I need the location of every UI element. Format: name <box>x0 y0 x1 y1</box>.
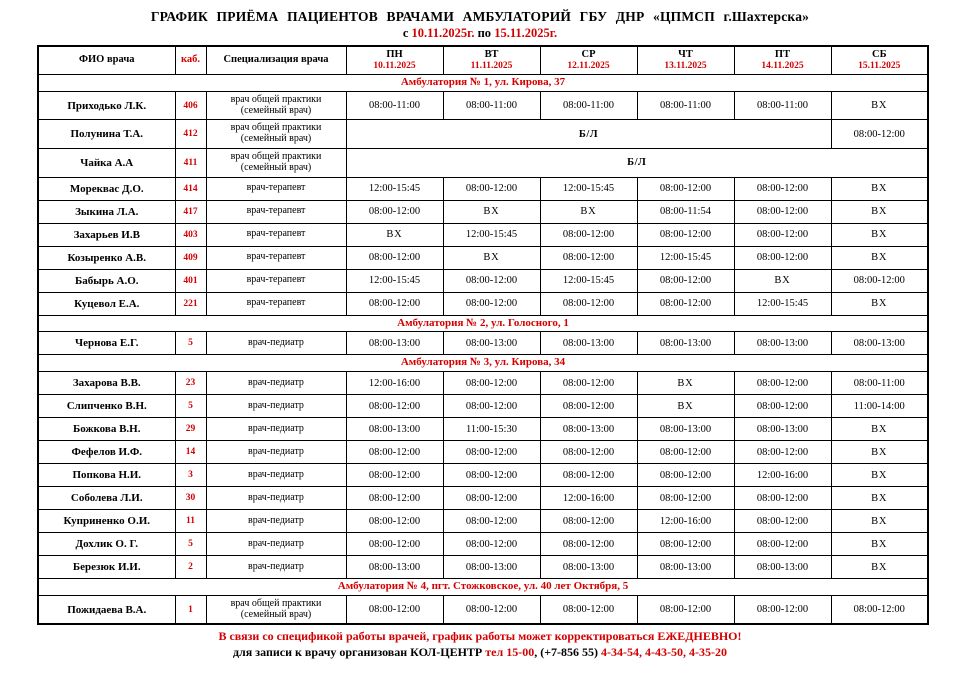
doctor-name-cell: Куприненко О.И. <box>38 510 175 533</box>
doctor-name-cell: Полунина Т.А. <box>38 120 175 149</box>
schedule-cell: 08:00-12:00 <box>346 246 443 269</box>
schedule-table <box>37 45 929 625</box>
doctor-name-cell: Слипченко В.Н. <box>38 395 175 418</box>
day-abbr: ПТ <box>774 49 791 60</box>
doctor-name-cell: Божкова В.Н. <box>38 418 175 441</box>
schedule-cell: 08:00-12:00 <box>443 533 540 556</box>
schedule-cell: 08:00-12:00 <box>540 464 637 487</box>
schedule-cell: 08:00-12:00 <box>443 595 540 624</box>
doctor-name-cell: Приходько Л.К. <box>38 91 175 120</box>
section-header: Амбулатория № 4, пгт. Стожковское, ул. 40 лет Октября, 5 <box>38 579 928 596</box>
schedule-cell: 08:00-12:00 <box>831 120 928 149</box>
day-date: 12.11.2025 <box>567 61 610 72</box>
specialization-cell: врач-педиатр <box>206 510 346 533</box>
schedule-cell: 08:00-12:00 <box>346 533 443 556</box>
specialization-cell: врач-терапевт <box>206 292 346 315</box>
schedule-cell: 08:00-13:00 <box>443 332 540 355</box>
cabinet-cell: 30 <box>175 487 206 510</box>
schedule-cell: 08:00-12:00 <box>443 487 540 510</box>
doctor-row <box>38 372 928 395</box>
specialization-cell: врач-педиатр <box>206 332 346 355</box>
schedule-cell: 08:00-12:00 <box>540 441 637 464</box>
doctor-name-cell: Попкова Н.И. <box>38 464 175 487</box>
doctor-row <box>38 200 928 223</box>
day-date: 13.11.2025 <box>664 61 707 72</box>
schedule-cell: ВХ <box>831 200 928 223</box>
schedule-cell: 08:00-12:00 <box>443 292 540 315</box>
specialization-cell: врач общей практики (семейный врач) <box>206 91 346 120</box>
cabinet-cell: 14 <box>175 441 206 464</box>
doctor-row <box>38 292 928 315</box>
doctor-row <box>38 510 928 533</box>
doctor-row <box>38 487 928 510</box>
subtitle-date-to: 15.11.2025г. <box>494 26 558 40</box>
schedule-cell: 08:00-12:00 <box>346 441 443 464</box>
specialization-cell: врач-педиатр <box>206 533 346 556</box>
doctor-row <box>38 464 928 487</box>
specialization-cell: врач общей практики (семейный врач) <box>206 595 346 624</box>
schedule-cell: ВХ <box>540 200 637 223</box>
day-abbr: СБ <box>871 49 887 60</box>
call-center-phones: 4-34-54, 4-43-50, 4-35-20 <box>601 645 728 660</box>
cabinet-cell: 406 <box>175 91 206 120</box>
schedule-cell: Б/Л <box>346 120 831 149</box>
section-header-row <box>38 355 928 372</box>
schedule-cell: 08:00-13:00 <box>346 556 443 579</box>
cabinet-cell: 5 <box>175 395 206 418</box>
doctor-row <box>38 223 928 246</box>
day-abbr: ВТ <box>484 49 499 60</box>
doctor-name-cell: Пожидаева В.А. <box>38 595 175 624</box>
schedule-cell: 08:00-11:00 <box>346 91 443 120</box>
schedule-cell: 08:00-12:00 <box>734 246 831 269</box>
schedule-cell: 08:00-11:00 <box>637 91 734 120</box>
schedule-cell: 08:00-12:00 <box>734 395 831 418</box>
schedule-cell: 08:00-12:00 <box>637 292 734 315</box>
schedule-cell: 08:00-12:00 <box>540 372 637 395</box>
subtitle-prefix: с <box>402 26 409 40</box>
schedule-cell: ВХ <box>831 464 928 487</box>
section-header-row <box>38 74 928 91</box>
schedule-cell: ВХ <box>443 200 540 223</box>
schedule-cell: ВХ <box>831 441 928 464</box>
doctor-name-cell: Фефелов И.Ф. <box>38 441 175 464</box>
doctor-row <box>38 332 928 355</box>
cabinet-cell: 417 <box>175 200 206 223</box>
schedule-cell: 08:00-11:00 <box>831 372 928 395</box>
day-date: 14.11.2025 <box>761 61 804 72</box>
schedule-cell: 08:00-12:00 <box>734 441 831 464</box>
day-date: 11.11.2025 <box>470 61 513 72</box>
schedule-cell: 08:00-11:00 <box>443 91 540 120</box>
specialization-cell: врач-терапевт <box>206 200 346 223</box>
schedule-cell: 08:00-12:00 <box>734 177 831 200</box>
schedule-cell: 08:00-12:00 <box>734 510 831 533</box>
doctor-row <box>38 418 928 441</box>
day-abbr: ПН <box>386 49 403 60</box>
section-header-row <box>38 579 928 596</box>
day-abbr: ЧТ <box>678 49 693 60</box>
doctor-row <box>38 177 928 200</box>
column-header-fio: ФИО врача <box>38 46 175 74</box>
doctor-name-cell: Бабырь А.О. <box>38 269 175 292</box>
schedule-cell: 08:00-13:00 <box>734 332 831 355</box>
schedule-cell: 08:00-12:00 <box>831 269 928 292</box>
specialization-cell: врач-педиатр <box>206 441 346 464</box>
schedule-cell: 08:00-12:00 <box>443 510 540 533</box>
schedule-cell: 12:00-16:00 <box>637 510 734 533</box>
schedule-cell: 08:00-12:00 <box>734 595 831 624</box>
doctor-name-cell: Куцевол Е.А. <box>38 292 175 315</box>
schedule-cell: 08:00-12:00 <box>346 595 443 624</box>
doctor-name-cell: Чайка А.А <box>38 148 175 177</box>
day-header-cell <box>831 46 928 74</box>
footer-note: В связи со спецификой работы врачей, график работы может корректироваться ЕЖЕДНЕВНО! <box>218 629 742 644</box>
cabinet-cell: 412 <box>175 120 206 149</box>
schedule-cell: 12:00-15:45 <box>540 269 637 292</box>
specialization-cell: врач-педиатр <box>206 464 346 487</box>
doctor-name-cell: Чернова Е.Г. <box>38 332 175 355</box>
cabinet-cell: 409 <box>175 246 206 269</box>
schedule-cell: 08:00-11:54 <box>637 200 734 223</box>
footer-call-center <box>0 645 960 660</box>
schedule-cell: 08:00-12:00 <box>637 487 734 510</box>
specialization-cell: врач-педиатр <box>206 372 346 395</box>
doctor-name-cell: Захарьев И.В <box>38 223 175 246</box>
schedule-cell: Б/Л <box>346 148 928 177</box>
cabinet-cell: 401 <box>175 269 206 292</box>
schedule-cell: ВХ <box>346 223 443 246</box>
schedule-cell: 08:00-12:00 <box>443 177 540 200</box>
doctor-row <box>38 395 928 418</box>
schedule-cell: 08:00-13:00 <box>734 556 831 579</box>
schedule-cell: 08:00-12:00 <box>540 395 637 418</box>
doctor-row <box>38 595 928 624</box>
cabinet-cell: 5 <box>175 533 206 556</box>
cabinet-cell: 2 <box>175 556 206 579</box>
day-header-cell <box>443 46 540 74</box>
schedule-cell: 08:00-13:00 <box>443 556 540 579</box>
schedule-cell: ВХ <box>734 269 831 292</box>
section-header: Амбулатория № 2, ул. Голосного, 1 <box>38 315 928 332</box>
schedule-cell: ВХ <box>637 395 734 418</box>
schedule-cell: 08:00-12:00 <box>540 510 637 533</box>
schedule-cell: 08:00-12:00 <box>734 533 831 556</box>
schedule-cell: 08:00-12:00 <box>734 487 831 510</box>
schedule-cell: 08:00-12:00 <box>734 200 831 223</box>
doctor-name-cell: Мореквас Д.О. <box>38 177 175 200</box>
schedule-cell: 08:00-12:00 <box>637 223 734 246</box>
doctor-row <box>38 441 928 464</box>
schedule-cell: ВХ <box>831 418 928 441</box>
doctor-name-cell: Березюк И.И. <box>38 556 175 579</box>
call-center-code: , (+7-856 55) <box>534 645 602 660</box>
doctor-row <box>38 533 928 556</box>
section-header: Амбулатория № 1, ул. Кирова, 37 <box>38 74 928 91</box>
schedule-cell: 08:00-12:00 <box>346 395 443 418</box>
day-date: 10.11.2025 <box>373 61 416 72</box>
schedule-cell: 08:00-12:00 <box>637 533 734 556</box>
day-date: 15.11.2025 <box>858 61 901 72</box>
schedule-cell: 08:00-13:00 <box>346 418 443 441</box>
schedule-cell: 12:00-15:45 <box>637 246 734 269</box>
call-center-text: для записи к врачу организован КОЛ-ЦЕНТР <box>232 645 486 660</box>
schedule-cell: 08:00-13:00 <box>637 556 734 579</box>
schedule-cell: 08:00-11:00 <box>734 91 831 120</box>
doctor-name-cell: Соболева Л.И. <box>38 487 175 510</box>
schedule-cell: 08:00-11:00 <box>540 91 637 120</box>
schedule-cell: 08:00-12:00 <box>443 395 540 418</box>
subtitle-mid: по <box>477 26 492 40</box>
schedule-cell: ВХ <box>443 246 540 269</box>
cabinet-cell: 403 <box>175 223 206 246</box>
schedule-cell: 08:00-12:00 <box>637 269 734 292</box>
schedule-cell: 08:00-12:00 <box>540 533 637 556</box>
cabinet-cell: 411 <box>175 148 206 177</box>
call-center-phone-short: тел 15-00 <box>485 645 535 660</box>
doctor-row <box>38 269 928 292</box>
schedule-cell: 08:00-12:00 <box>346 464 443 487</box>
schedule-cell: 12:00-15:45 <box>734 292 831 315</box>
subtitle-date-from: 10.11.2025г. <box>411 26 475 40</box>
specialization-cell: врач-терапевт <box>206 246 346 269</box>
specialization-cell: врач-терапевт <box>206 223 346 246</box>
schedule-cell: 08:00-13:00 <box>637 332 734 355</box>
specialization-cell: врач общей практики (семейный врач) <box>206 148 346 177</box>
specialization-cell: врач-педиатр <box>206 487 346 510</box>
specialization-cell: врач-педиатр <box>206 556 346 579</box>
schedule-cell: 08:00-13:00 <box>637 418 734 441</box>
schedule-cell: 08:00-12:00 <box>443 464 540 487</box>
column-header-spec: Специализация врача <box>206 46 346 74</box>
page-title: ГРАФИК ПРИЁМА ПАЦИЕНТОВ ВРАЧАМИ АМБУЛАТОРИЙ ГБУ ДНР «ЦПМСП г.Шахтерска» <box>150 9 810 24</box>
section-header: Амбулатория № 3, ул. Кирова, 34 <box>38 355 928 372</box>
schedule-cell: 08:00-12:00 <box>637 177 734 200</box>
schedule-cell: 12:00-15:45 <box>443 223 540 246</box>
day-header-cell <box>346 46 443 74</box>
schedule-cell: ВХ <box>831 223 928 246</box>
schedule-cell: ВХ <box>831 292 928 315</box>
schedule-cell: 08:00-13:00 <box>540 556 637 579</box>
schedule-cell: ВХ <box>831 91 928 120</box>
schedule-cell: 08:00-12:00 <box>443 441 540 464</box>
doctor-row <box>38 556 928 579</box>
schedule-cell: ВХ <box>831 533 928 556</box>
schedule-cell: ВХ <box>831 510 928 533</box>
schedule-cell: 12:00-16:00 <box>734 464 831 487</box>
schedule-cell: ВХ <box>637 372 734 395</box>
schedule-cell: ВХ <box>831 487 928 510</box>
schedule-table-body <box>38 74 928 624</box>
schedule-cell: 08:00-12:00 <box>346 510 443 533</box>
cabinet-cell: 221 <box>175 292 206 315</box>
day-header-cell <box>637 46 734 74</box>
schedule-cell: 08:00-13:00 <box>734 418 831 441</box>
schedule-cell: 08:00-12:00 <box>540 595 637 624</box>
cabinet-cell: 11 <box>175 510 206 533</box>
cabinet-cell: 414 <box>175 177 206 200</box>
schedule-cell: 12:00-15:45 <box>346 177 443 200</box>
schedule-cell: 08:00-12:00 <box>443 269 540 292</box>
section-header-row <box>38 315 928 332</box>
column-header-cab: каб. <box>175 46 206 74</box>
schedule-cell: 08:00-12:00 <box>637 595 734 624</box>
schedule-cell: 12:00-16:00 <box>540 487 637 510</box>
schedule-cell: 08:00-12:00 <box>346 487 443 510</box>
schedule-cell: ВХ <box>831 556 928 579</box>
doctor-row <box>38 246 928 269</box>
cabinet-cell: 23 <box>175 372 206 395</box>
schedule-cell: 08:00-12:00 <box>540 246 637 269</box>
cabinet-cell: 1 <box>175 595 206 624</box>
day-abbr: СР <box>581 49 596 60</box>
specialization-cell: врач-терапевт <box>206 269 346 292</box>
schedule-cell: 08:00-12:00 <box>540 292 637 315</box>
table-header-row <box>38 46 928 74</box>
doctor-row <box>38 120 928 149</box>
doctor-row <box>38 91 928 120</box>
schedule-cell: 08:00-12:00 <box>540 223 637 246</box>
cabinet-cell: 3 <box>175 464 206 487</box>
schedule-cell: 08:00-12:00 <box>637 441 734 464</box>
schedule-cell: 08:00-12:00 <box>443 372 540 395</box>
schedule-cell: ВХ <box>831 246 928 269</box>
schedule-cell: 08:00-13:00 <box>540 418 637 441</box>
schedule-cell: 08:00-13:00 <box>540 332 637 355</box>
schedule-cell: 12:00-15:45 <box>346 269 443 292</box>
schedule-cell: 08:00-12:00 <box>831 595 928 624</box>
schedule-cell: 08:00-13:00 <box>346 332 443 355</box>
doctor-row <box>38 148 928 177</box>
cabinet-cell: 5 <box>175 332 206 355</box>
day-header-cell <box>734 46 831 74</box>
cabinet-cell: 29 <box>175 418 206 441</box>
schedule-cell: 08:00-12:00 <box>346 292 443 315</box>
specialization-cell: врач общей практики (семейный врач) <box>206 120 346 149</box>
day-header-cell <box>540 46 637 74</box>
page-subtitle <box>0 26 960 41</box>
schedule-cell: 08:00-12:00 <box>637 464 734 487</box>
specialization-cell: врач-педиатр <box>206 418 346 441</box>
schedule-cell: 12:00-15:45 <box>540 177 637 200</box>
schedule-cell: 11:00-15:30 <box>443 418 540 441</box>
schedule-cell: 08:00-12:00 <box>346 200 443 223</box>
schedule-cell: ВХ <box>831 177 928 200</box>
schedule-cell: 11:00-14:00 <box>831 395 928 418</box>
schedule-cell: 08:00-12:00 <box>734 372 831 395</box>
doctor-name-cell: Дохлик О. Г. <box>38 533 175 556</box>
specialization-cell: врач-терапевт <box>206 177 346 200</box>
schedule-cell: 12:00-16:00 <box>346 372 443 395</box>
specialization-cell: врач-педиатр <box>206 395 346 418</box>
schedule-cell: 08:00-12:00 <box>734 223 831 246</box>
doctor-name-cell: Захарова В.В. <box>38 372 175 395</box>
doctor-name-cell: Козыренко А.В. <box>38 246 175 269</box>
doctor-name-cell: Зыкина Л.А. <box>38 200 175 223</box>
schedule-cell: 08:00-13:00 <box>831 332 928 355</box>
